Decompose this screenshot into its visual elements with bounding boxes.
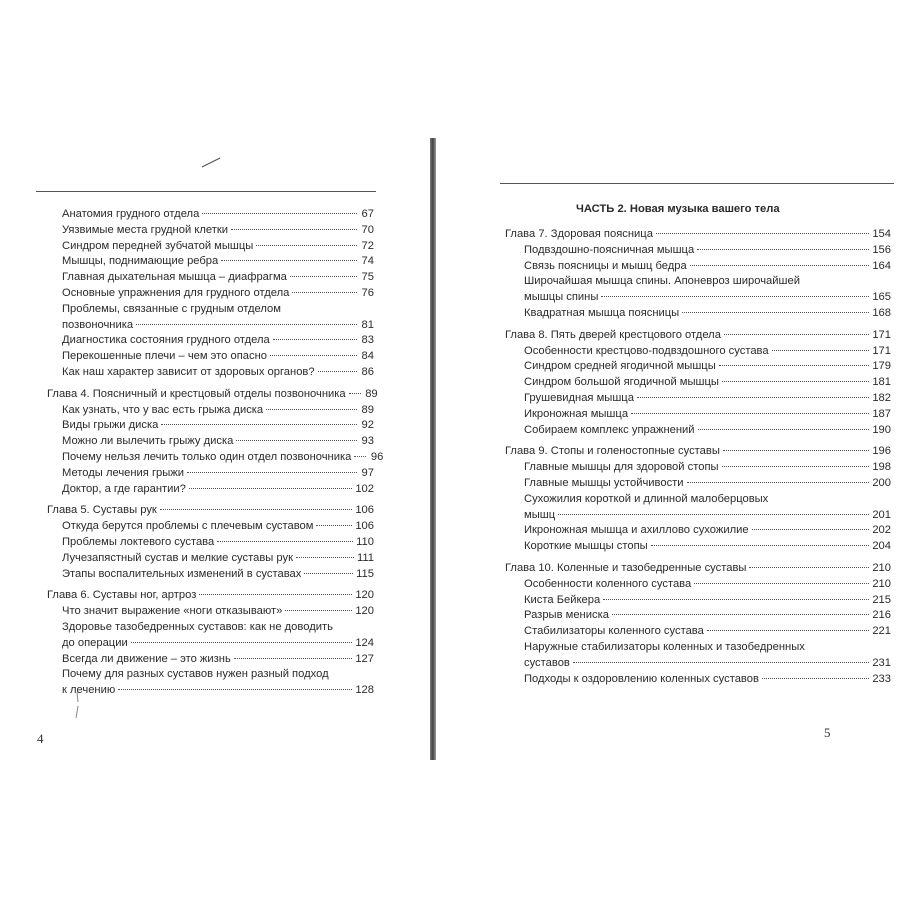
dot-leader bbox=[131, 642, 353, 643]
toc-page-number: 196 bbox=[872, 445, 891, 458]
dot-leader bbox=[752, 529, 870, 530]
toc-entry-title: Икроножная мышца и ахиллово сухожилие bbox=[524, 524, 749, 537]
toc-entry bbox=[524, 460, 891, 475]
toc-entry bbox=[524, 423, 891, 438]
toc-entry bbox=[62, 349, 374, 364]
toc-page-number: 231 bbox=[872, 656, 891, 669]
dot-leader bbox=[707, 630, 869, 631]
pen-mark bbox=[200, 156, 222, 170]
toc-page-number: 89 bbox=[365, 387, 378, 400]
dot-leader bbox=[234, 658, 353, 659]
dot-leader bbox=[118, 689, 352, 690]
toc-entry bbox=[62, 466, 374, 481]
toc-entry-title: Стабилизаторы коленного сустава bbox=[524, 625, 704, 638]
dot-leader bbox=[202, 213, 357, 214]
toc-entry-title: Синдром передней зубчатой мышцы bbox=[62, 239, 254, 252]
toc-chapter bbox=[505, 227, 891, 242]
toc-entry-title: Икроножная мышца bbox=[524, 407, 629, 420]
toc-page-number: 164 bbox=[872, 259, 891, 272]
toc-entry bbox=[524, 344, 891, 359]
dot-leader bbox=[316, 525, 352, 526]
dot-leader bbox=[682, 312, 869, 313]
toc-page-number: 106 bbox=[355, 520, 374, 533]
toc-entry bbox=[62, 254, 374, 269]
toc-entry-title: Лучезапястный сустав и мелкие суставы рук bbox=[62, 551, 294, 564]
toc-page-number: 221 bbox=[872, 625, 891, 638]
toc-chapter bbox=[47, 503, 374, 518]
toc-entry-title: Главные мышцы устойчивости bbox=[524, 477, 684, 489]
toc-entry bbox=[524, 375, 891, 390]
dot-leader bbox=[189, 488, 352, 489]
toc-entry-title: мышцы спины bbox=[524, 291, 599, 304]
toc-entry-title: Глава 7. Здоровая поясница bbox=[505, 228, 653, 240]
toc-entry-title: Основные упражнения для грудного отдела bbox=[62, 287, 290, 299]
page-number: 5 bbox=[824, 725, 831, 740]
toc-entry-title: Глава 9. Стопы и голеностопные суставы bbox=[505, 445, 720, 458]
toc-entry bbox=[524, 523, 891, 538]
toc-entry-title: Как наш характер зависит от здоровых органов? bbox=[62, 366, 315, 378]
toc-entry-title: Глава 8. Пять дверей крестцового отдела bbox=[505, 328, 721, 341]
toc-page-number: 127 bbox=[355, 652, 374, 665]
toc-page-number: 84 bbox=[361, 350, 374, 363]
dot-leader bbox=[296, 557, 354, 558]
toc-entry bbox=[524, 391, 891, 406]
toc-page-number: 165 bbox=[872, 291, 891, 304]
toc-page-number: 111 bbox=[356, 551, 374, 564]
left-page bbox=[0, 0, 430, 900]
dot-leader bbox=[304, 573, 353, 574]
dot-leader bbox=[749, 567, 869, 568]
right-page bbox=[436, 0, 900, 900]
toc-entry-text: Сухожилия короткой и длинной малоберцовых bbox=[524, 492, 769, 505]
toc-page-number: 97 bbox=[361, 466, 374, 479]
toc-chapter bbox=[505, 328, 891, 343]
toc-entry bbox=[524, 407, 891, 422]
toc-page-number: 187 bbox=[872, 407, 891, 420]
dot-leader bbox=[161, 424, 357, 425]
dot-leader bbox=[612, 614, 869, 615]
toc-entry-title: Киста Бейкера bbox=[524, 593, 601, 606]
toc-entry-title: Глава 6. Суставы ног, артроз bbox=[47, 589, 197, 602]
toc-entry bbox=[62, 482, 374, 497]
toc-page-number: 156 bbox=[872, 243, 891, 256]
dot-leader bbox=[290, 276, 357, 277]
dot-leader bbox=[719, 365, 870, 366]
dot-leader bbox=[722, 466, 870, 467]
dot-leader bbox=[318, 371, 357, 372]
toc-entry-title: Особенности коленного сустава bbox=[524, 577, 692, 590]
toc-page-number: 74 bbox=[361, 255, 374, 268]
toc-entry-title: Собираем комплекс упражнений bbox=[524, 423, 695, 436]
toc-entry-title: Доктор, а где гарантии? bbox=[62, 482, 186, 495]
toc-entry-title: Связь поясницы и мышц бедра bbox=[524, 259, 687, 272]
toc-entry bbox=[62, 636, 374, 651]
toc-chapter bbox=[47, 387, 378, 402]
toc-entry-text: Здоровье тазобедренных суставов: как не доводить bbox=[62, 621, 333, 633]
toc-entry-text: Широчайшая мышца спины. Апоневроз широчайшей bbox=[524, 275, 800, 288]
dot-leader bbox=[694, 583, 869, 584]
toc-page-number: 96 bbox=[370, 451, 384, 463]
toc-page-number: 154 bbox=[872, 228, 891, 240]
toc-entry-title: Синдром большой ягодичной мышцы bbox=[524, 376, 719, 389]
dot-leader bbox=[722, 381, 869, 382]
toc-entry-title: мышц bbox=[524, 508, 556, 521]
toc-entry-text: Наружные стабилизаторы коленных и тазобедренных bbox=[524, 641, 805, 653]
toc-page-number: 75 bbox=[361, 271, 374, 284]
toc-page-number: 72 bbox=[361, 239, 374, 252]
page-number: 4 bbox=[37, 731, 44, 746]
toc-page-number: 210 bbox=[872, 577, 891, 590]
dot-leader bbox=[221, 260, 357, 261]
header-rule bbox=[500, 183, 894, 184]
toc-entry bbox=[62, 519, 374, 534]
toc-page-number: 182 bbox=[872, 392, 891, 404]
dot-leader bbox=[273, 339, 357, 340]
dot-leader bbox=[160, 509, 353, 510]
toc-entry-title: Подходы к оздоровлению коленных суставов bbox=[524, 672, 759, 685]
toc-entry bbox=[524, 243, 891, 258]
toc-entry bbox=[524, 593, 891, 608]
toc-page-number: 181 bbox=[872, 376, 891, 389]
toc-page-number: 70 bbox=[361, 223, 374, 236]
toc-entry-title: Откуда берутся проблемы с плечевым суставом bbox=[62, 520, 314, 533]
toc-entry-title: Синдром средней ягодичной мышцы bbox=[524, 360, 716, 373]
part-heading: ЧАСТЬ 2. Новая музыка вашего тела bbox=[576, 203, 780, 215]
header-rule bbox=[36, 191, 376, 192]
toc-page-number: 202 bbox=[872, 524, 891, 537]
dot-leader bbox=[558, 514, 869, 515]
toc-page-number: 110 bbox=[356, 536, 374, 548]
dot-leader bbox=[285, 610, 352, 611]
toc-entry bbox=[62, 365, 374, 380]
toc-entry-title: Глава 4. Поясничный и крестцовый отделы позвоночника bbox=[47, 387, 346, 400]
toc-entry-title: Особенности крестцово-подвздошного сустава bbox=[524, 344, 769, 357]
toc-entry bbox=[62, 434, 374, 449]
toc-entry-title: Этапы воспалительных изменений в суставах bbox=[62, 567, 302, 580]
toc-entry bbox=[524, 608, 891, 623]
toc-entry bbox=[62, 270, 374, 285]
toc-page-number: 81 bbox=[361, 318, 374, 331]
toc-entry-title: Можно ли вылечить грыжу диска bbox=[62, 435, 234, 448]
toc-page-number: 171 bbox=[872, 328, 891, 341]
dot-leader bbox=[270, 355, 357, 356]
dot-leader bbox=[656, 233, 869, 234]
dot-leader bbox=[651, 545, 870, 546]
toc-entry-title: суставов bbox=[524, 656, 570, 669]
toc-entry bbox=[524, 672, 891, 687]
toc-chapter bbox=[47, 588, 374, 603]
toc-entry bbox=[62, 286, 374, 301]
toc-page-number: 124 bbox=[355, 636, 374, 649]
dot-leader bbox=[354, 456, 366, 457]
toc-page-number: 198 bbox=[872, 461, 891, 474]
toc-entry-title: Диагностика состояния грудного отдела bbox=[62, 334, 270, 347]
toc-page-number: 190 bbox=[872, 423, 891, 436]
toc-entry-title: Короткие мышцы стопы bbox=[524, 540, 648, 553]
dot-leader bbox=[697, 249, 869, 250]
toc-page-number: 89 bbox=[361, 403, 374, 416]
toc-entry-text: Проблемы, связанные с грудным отделом bbox=[62, 302, 281, 315]
toc-page-number: 171 bbox=[872, 344, 891, 357]
dot-leader bbox=[256, 245, 357, 246]
toc-entry bbox=[524, 508, 891, 523]
toc-entry bbox=[62, 551, 374, 566]
dot-leader bbox=[266, 409, 357, 410]
toc-entry bbox=[62, 535, 374, 550]
toc-page-number: 233 bbox=[872, 672, 891, 685]
dot-leader bbox=[637, 397, 869, 398]
toc-chapter bbox=[505, 444, 891, 459]
toc-entry bbox=[62, 239, 374, 254]
dot-leader bbox=[199, 594, 352, 595]
toc-entry bbox=[62, 567, 374, 582]
toc-entry-title: к лечению bbox=[62, 684, 116, 697]
toc-entry-title: Подвздошно-поясничная мышца bbox=[524, 243, 695, 256]
toc-page-number: 179 bbox=[872, 360, 891, 373]
toc-entry bbox=[524, 290, 891, 305]
toc-page-number: 67 bbox=[361, 208, 374, 220]
toc-entry-title: Проблемы локтевого сустава bbox=[62, 536, 215, 548]
dot-leader bbox=[573, 662, 869, 663]
toc-entry bbox=[524, 656, 891, 671]
toc-page-number: 93 bbox=[361, 435, 374, 448]
toc-entry-title: Уязвимые места грудной клетки bbox=[62, 223, 228, 236]
toc-entry-title: Что значит выражение «ноги отказывают» bbox=[62, 605, 283, 618]
toc-entry bbox=[62, 207, 374, 222]
toc-page-number: 86 bbox=[361, 366, 374, 378]
toc-page-number: 83 bbox=[361, 334, 374, 347]
toc-entry bbox=[524, 577, 891, 592]
toc-entry-title: Всегда ли движение – это жизнь bbox=[62, 652, 231, 665]
dot-leader bbox=[762, 678, 869, 679]
toc-page-number: 215 bbox=[872, 593, 891, 606]
toc-page-number: 76 bbox=[361, 287, 374, 299]
toc-page-number: 210 bbox=[872, 562, 891, 574]
toc-entry-title: Глава 10. Коленные и тазобедренные суставы bbox=[505, 562, 747, 574]
toc-entry-title: Главная дыхательная мышца – диафрагма bbox=[62, 271, 287, 284]
toc-page-number: 200 bbox=[872, 477, 891, 489]
dot-leader bbox=[687, 482, 870, 483]
dot-leader bbox=[292, 292, 357, 293]
dot-leader bbox=[603, 599, 869, 600]
toc-entry bbox=[524, 259, 891, 274]
toc-entry bbox=[62, 318, 374, 333]
toc-entry-text: Почему для разных суставов нужен разный подход bbox=[62, 668, 329, 681]
toc-entry-title: Мышцы, поднимающие ребра bbox=[62, 255, 219, 268]
toc-page-number: 216 bbox=[872, 609, 891, 622]
toc-entry-title: позвоночника bbox=[62, 318, 134, 331]
dot-leader bbox=[601, 296, 869, 297]
toc-entry bbox=[62, 450, 384, 465]
toc-page-number: 92 bbox=[361, 419, 374, 432]
toc-chapter bbox=[505, 561, 891, 576]
toc-entry-title: Виды грыжи диска bbox=[62, 419, 159, 432]
dot-leader bbox=[631, 413, 869, 414]
dot-leader bbox=[136, 324, 357, 325]
dot-leader bbox=[231, 229, 357, 230]
dot-leader bbox=[690, 265, 870, 266]
toc-page-number: 120 bbox=[355, 589, 374, 602]
toc-entry-title: до операции bbox=[62, 636, 128, 649]
toc-entry bbox=[62, 604, 374, 619]
toc-entry bbox=[524, 306, 891, 321]
toc-entry-title: Методы лечения грыжи bbox=[62, 466, 185, 479]
toc-page-number: 201 bbox=[872, 508, 891, 521]
toc-entry-title: Разрыв мениска bbox=[524, 609, 609, 622]
toc-entry bbox=[524, 359, 891, 374]
toc-entry-title: Перекошенные плечи – чем это опасно bbox=[62, 350, 267, 363]
toc-entry-title: Глава 5. Суставы рук bbox=[47, 504, 157, 517]
toc-entry bbox=[524, 476, 891, 491]
toc-entry-title: Главные мышцы для здоровой стопы bbox=[524, 461, 719, 474]
toc-entry bbox=[62, 683, 374, 698]
dot-leader bbox=[217, 541, 353, 542]
toc-page-number: 102 bbox=[355, 482, 374, 495]
toc-entry bbox=[62, 333, 374, 348]
dot-leader bbox=[236, 440, 357, 441]
toc-page-number: 115 bbox=[356, 567, 374, 580]
dot-leader bbox=[772, 350, 870, 351]
toc-entry bbox=[62, 403, 374, 418]
toc-page-number: 120 bbox=[355, 605, 374, 618]
dot-leader bbox=[723, 450, 869, 451]
toc-page-number: 168 bbox=[872, 307, 891, 319]
toc-entry-title: Почему нельзя лечить только один отдел позвоночника bbox=[62, 451, 352, 463]
dot-leader bbox=[698, 429, 870, 430]
toc-entry-title: Как узнать, что у вас есть грыжа диска bbox=[62, 403, 264, 416]
toc-entry bbox=[62, 418, 374, 433]
toc-entry-title: Грушевидная мышца bbox=[524, 392, 634, 404]
toc-entry bbox=[62, 223, 374, 238]
toc-page-number: 204 bbox=[872, 540, 891, 553]
dot-leader bbox=[187, 472, 357, 473]
dot-leader bbox=[724, 334, 869, 335]
toc-entry bbox=[524, 624, 891, 639]
toc-page-number: 128 bbox=[355, 684, 374, 697]
toc-entry-title: Квадратная мышца поясницы bbox=[524, 307, 680, 319]
toc-entry-title: Анатомия грудного отдела bbox=[62, 208, 200, 220]
toc-page-number: 106 bbox=[355, 504, 374, 517]
toc-entry bbox=[524, 539, 891, 554]
toc-entry bbox=[62, 652, 374, 667]
dot-leader bbox=[349, 393, 361, 394]
